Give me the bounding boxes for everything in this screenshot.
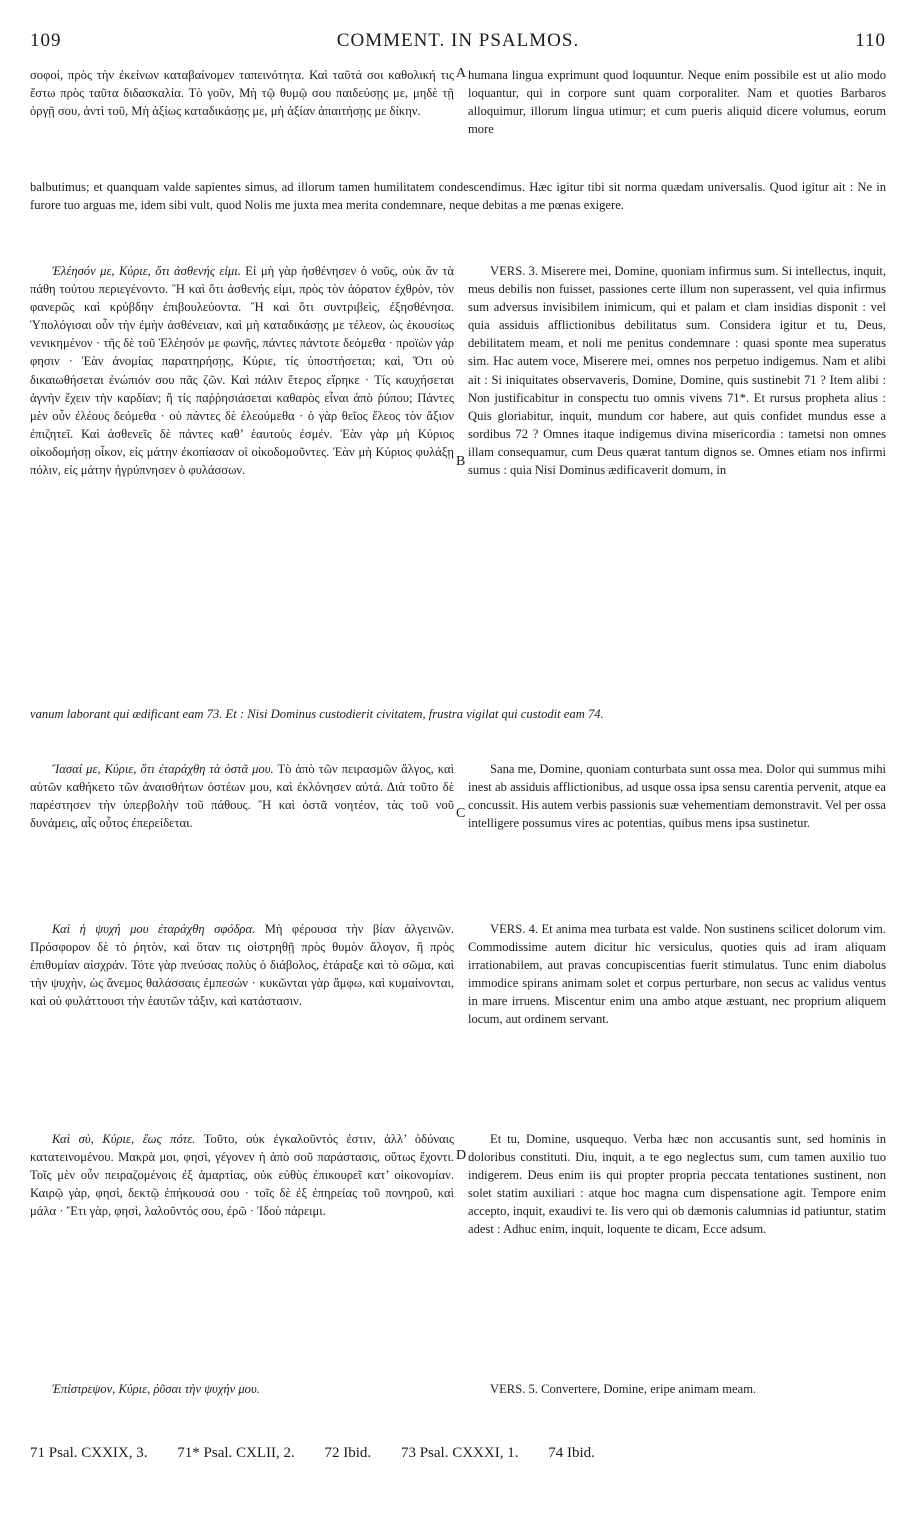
- psalm-lemma: Ἐλέησόν με, Κύριε, ὅτι ἀσθενής εἰμι.: [52, 264, 241, 278]
- margin-marker-b: B: [456, 454, 466, 469]
- latin-paragraph: Et tu, Domine, usquequo. Verba hæc non accusantis sunt, sed hominis in doloribus constituti. Diu, inquit, a te ego neglectus sum, cum tamen auxilio tuo indigerem. Deus enim iis qui propter propria peccata tentationes sustinent, non solet statim auxiliari : atque hoc magna cum dispensatione agit. Tempore enim accepto, inquit, exaudivi te. Iis vero qui ob dæmonis calumnias id patiuntur, statim adest : Adhuc enim, inquit, loquente te dicam, Ecce adsum.: [468, 1132, 886, 1237]
- latin-commentary-2: [468, 262, 886, 479]
- margin-marker-d: D: [456, 1148, 467, 1163]
- latin-commentary-3: [468, 760, 886, 832]
- psalm-lemma: Καὶ σὺ, Κύριε, ἕως πότε.: [52, 1132, 196, 1146]
- footnote-71: 71 Psal. CXXIX, 3.: [30, 1445, 148, 1461]
- greek-commentary-1: [30, 66, 454, 120]
- latin-commentary-1: [468, 66, 886, 138]
- latin-paragraph: Sana me, Domine, quoniam conturbata sunt ossa mea. Dolor qui summus mihi inest ab assiduis afflictionibus, ad usque ossa ipsa sensu carentia pervenit, atque ea concussit. His autem verbis passionis suæ vehementiam demonstravit. Vel per ossa intelligere possumus vires ac potentias, quibus mens ipsa sustinetur.: [468, 762, 886, 831]
- running-header: [30, 30, 886, 58]
- greek-commentary-2: [30, 262, 454, 479]
- greek-paragraph: Καὶ ἡ ψυχή μου ἐταράχθη σφόδρα. Μὴ φέρουσα τὴν βίαν ἀλγεινῶν. Πρόσφορον δὲ τὸ ῥητὸν, καὶ ὅταν τις οἰστρηθῇ πρὸς θυμὸν ἄλογον, ἢ πρὸς ἐπιθυμίαν αἰσχράν. Τότε γὰρ πνεύσας πολὺς ὁ διάβολος, ἐτάραξε καὶ τὸ σῶμα, καὶ τὴν ψυχὴν, ὡς ἄνεμος θαλάσσαις ἐμπεσών · κυκῶνται γὰρ ἄμφω, καὶ κυμαίνονται, καὶ οὐ φυλάττουσι τὴν ἑαυτῶν τάξιν, καὶ κατάστασιν.: [30, 922, 455, 1009]
- footnotes: [30, 1445, 886, 1462]
- footnote-71-star: 71* Psal. CXLII, 2.: [177, 1445, 295, 1461]
- margin-marker-c: C: [456, 806, 466, 821]
- running-title: COMMENT. IN PSALMOS.: [336, 30, 580, 51]
- page-number-left: 109: [30, 30, 62, 51]
- latin-paragraph: VERS. 4. Et anima mea turbata est valde. Non sustinens scilicet dolorum vim. Commodissime autem dicitur hic versiculus, quoties quis ad iram aliquam irrationabilem, aut pravas concupiscentias fuerit stimulatus. Tunc enim diabolus immodice spirans animam solet et corpus perturbare, non secus ac validus ventus in mare irruens. Miscentur enim una ambo atque æstuant, nec proprium aliquem locum, aut ordinem servant.: [468, 922, 886, 1027]
- full-width-paragraph-2: [30, 705, 886, 723]
- latin-paragraph: humana lingua exprimunt quod loquuntur. Neque enim possibile est ut alio modo loquantur, qui in corpore sunt quam corporaliter. Nam et quoties Barbaros alloquimur, illorum lingua utimur; et cum pueris aliquid dicere volumus, eorum more: [468, 68, 886, 137]
- footnote-74: 74 Ibid.: [548, 1445, 595, 1461]
- latin-paragraph: vanum laborant qui ædificant eam 73. Et : Nisi Dominus custodierit civitatem, frustra vigilat qui custodit eam 74.: [30, 707, 604, 721]
- footnote-73: 73 Psal. CXXXI, 1.: [400, 1445, 519, 1461]
- greek-commentary-4: [30, 920, 454, 1010]
- psalm-lemma: Καὶ ἡ ψυχή μου ἐταράχθη σφόδρα.: [52, 922, 256, 936]
- greek-paragraph: Ἴασαί με, Κύριε, ὅτι ἐταράχθη τὰ ὀστᾶ μου. Τὸ ἀπὸ τῶν πειρασμῶν ἄλγος, καὶ αὐτῶν καθήκετο τῶν ἀναισθήτων ὀστέων μου, καὶ ἐκλόνησεν αὐτά. Διὰ τοῦτο δὲ παρέστησεν τὴν ὑπερβολὴν τοῦ πάθους. Ἢ καὶ ὀστᾶ νοητέον, τὰς τοῦ νοῦ δυνάμεις, αἷς οὗτος ἐπερείδεται.: [30, 762, 455, 831]
- margin-marker-a: A: [456, 66, 467, 81]
- greek-paragraph: Καὶ σὺ, Κύριε, ἕως πότε. Τοῦτο, οὐκ ἐγκαλοῦντός ἐστιν, ἀλλ’ ὀδύναις κατατεινομένου. Μακρὰ μοι, φησὶ, γέγονεν ἡ ἀπὸ σοῦ παράστασις, οὕτως ἔχοντι. Τοῖς μὲν οὖν πειραζομένοις ἐξ ἁμαρτίας, οὐκ εὐθὺς ἐπικουρεῖ κατ’ οἰκονομίαν. Καιρῷ γὰρ, φησὶ, δεκτῷ ἐπήκουσά σου · τοῖς δὲ ἐξ ἐπηρείας τοῦ πονηροῦ, καὶ μάλα · Ἔτι γὰρ, φησὶ, λαλοῦντός σου, ἐρῶ · Ἰδοὺ πάρειμι.: [30, 1132, 454, 1219]
- psalm-lemma: Ἐπίστρεψον, Κύριε, ῥῦσαι τὴν ψυχήν μου.: [52, 1382, 260, 1396]
- full-width-paragraph-1: [30, 178, 886, 214]
- page-number-right: 110: [855, 30, 886, 51]
- footnote-72: 72 Ibid.: [324, 1445, 372, 1461]
- greek-commentary-3: [30, 760, 454, 832]
- greek-commentary-5: [30, 1130, 454, 1220]
- latin-paragraph: VERS. 3. Miserere mei, Domine, quoniam infirmus sum. Si intellectus, inquit, meus debilis non fuisset, passiones certe illum non superassent, vel quia infirmus sum adversus invisibilem inimicum, qui et palam et clam insidias disponit : vel quia assiduis afflictionibus debilitatus sum. Considera igitur et tu, Deus, debilitatem meam, et noli me penitus condemnare : quasi sponte mea superatus sim. Hac autem voce, Miserere mei, omnes nos perpetuo indigemus. Nam et alibi ait : Si iniquitates observaveris, Domine, Domine, quis sustinebit 71 ? Item alibi : Non justificabitur in conspectu tuo omnis vivens 71*. Et rursus propheta alius : Quis gloriabitur, inquit, mundum cor habere, aut quis confidet mundus esse a sordibus 72 ? Omnes itaque indigemus divina misericordia : tametsi non omnes illam consequamur, cum Deus quærat tantum dignos se. Omnes etiam nos infirmi sumus : quia Nisi Dominus ædificaverit domum, in: [468, 264, 886, 478]
- greek-paragraph: Ἐλέησόν με, Κύριε, ὅτι ἀσθενής εἰμι. Εἰ μὴ γὰρ ἠσθένησεν ὁ νοῦς, οὐκ ἂν τὰ πάθη τούτου περιεγένοντο. Ἢ καὶ ὅτι ἀσθενής εἰμι, πρὸς τὸν ἀόρατον ἐχθρὸν, τὸν φανερῶς καὶ κρύβδην ἐπιβουλεύοντα. Ἢ καὶ ὅτι συντριβεὶς, ἐξησθένησα. Ὑπολόγισαι οὖν τὴν ἐμὴν ἀσθένειαν, καὶ μὴ καταδικάσῃς με τέλεον, ὡς ἑκουσίως νενικημένον · τῆς δὲ τοῦ Ἐλέησόν με φωνῆς, πάντες πάντοτε δεόμεθα · προϊὼν γάρ φησιν · Ἐὰν ἀνομίας παρατηρήσῃς, Κύριε, τίς ὑποστήσεται; καὶ, Ὅτι οὐ δικαιωθήσεται ἐνώπιόν σου πᾶς ζῶν. Καὶ πάλιν ἕτερος εἴρηκε · Τίς καυχήσεται ἁγνὴν ἔχειν τὴν καρδίαν; ἢ τίς παῤῥησιάσεται καθαρὸς εἶναι ἀπὸ ῥύπου; Πάντες μὲν οὖν ἐλέους δεόμεθα · οὐ πάντες δὲ ἐλεούμεθα · ὁ γὰρ θεῖος ἔλεος τὸν ἄξιον ἐπιζητεῖ. Καὶ ἀσθενεῖς δὲ πάντες καθ’ ἑαυτοὺς ἐσμέν. Ἐὰν γὰρ μὴ Κύριος οἰκοδομήσῃ οἶκον, εἰς μάτην ἐκοπίασαν οἱ οἰκοδομοῦντες. Ἐὰν μὴ Κύριος φυλάξῃ πόλιν, εἰς μάτην ἠγρύπνησεν ὁ φυλάσσων.: [30, 264, 454, 478]
- latin-paragraph: VERS. 5. Convertere, Domine, eripe animam meam.: [490, 1382, 757, 1396]
- greek-lemma-6: [30, 1380, 454, 1398]
- psalm-lemma: Ἴασαί με, Κύριε, ὅτι ἐταράχθη τὰ ὀστᾶ μου.: [52, 762, 274, 776]
- latin-lemma-6: [468, 1380, 886, 1398]
- latin-commentary-5: [468, 1130, 886, 1239]
- latin-commentary-4: [468, 920, 886, 1029]
- latin-paragraph: balbutimus; et quanquam valde sapientes simus, ad illorum tamen humilitatem condescendimus. Hæc igitur tibi sit norma quædam universalis. Quod igitur ait : Ne in furore tuo arguas me, idem sibi vult, quod Nolis me juxta mea merita condemnare, neque debitas a me pœnas exigere.: [30, 180, 886, 213]
- greek-paragraph: σοφοί, πρὸς τὴν ἐκείνων καταβαίνομεν ταπεινότητα. Καὶ ταῦτά σοι καθολική τις ἔστω πρὸς ταῦτα διδασκαλία. Τὸ γοῦν, Μὴ τῷ θυμῷ σου παιδεύσῃς με, μηδὲ τῇ ὀργῇ σου, ἀντὶ τοῦ, Μὴ ἀξίως καταδικάσῃς με, μὴ ἀξίαν ἀπαιτήσῃς με δίκην.: [30, 68, 454, 119]
